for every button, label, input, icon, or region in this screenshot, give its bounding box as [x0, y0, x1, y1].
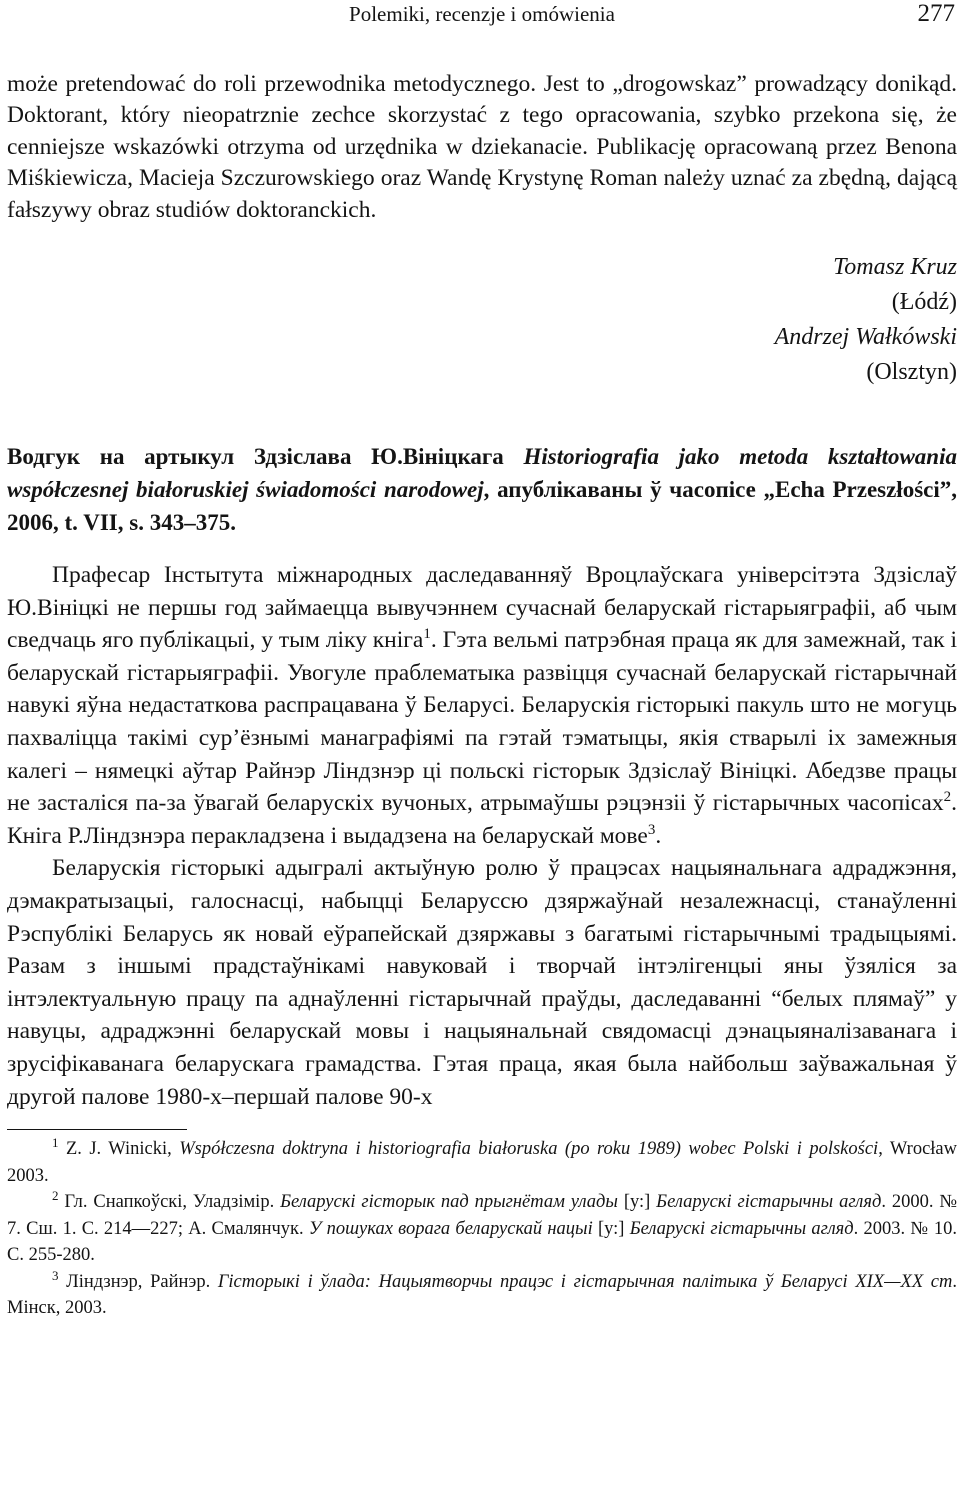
footnote-2-title-1: Беларускі гісторык пад прыгнётам улады: [280, 1192, 618, 1213]
author-city-1: (Łódź): [891, 289, 957, 316]
footnote-2-journal-2: Беларускі гістарычны агляд: [629, 1218, 854, 1239]
footnotes: [7, 1136, 957, 1322]
page-header: [7, 0, 957, 40]
running-title: Polemiki, recenzje i omówienia: [349, 2, 615, 26]
footnote-ref-1[interactable]: 1: [423, 626, 431, 643]
paragraph-1-text-a: Прафесар Інстытута міжнародных даследаванняў Вроцлаўскага універсітэта Здзіслаў Ю.Вініцкі не першы год займаецца вывучэннем сучаснай беларускай гістарыяграфіі, аб чым сведчаць яго публікацыі, у тым ліку кніга: [7, 562, 957, 654]
footnote-3-imprint: . Мінск, 2003.: [7, 1271, 957, 1319]
footnote-1-imprint: , Wrocław 2003.: [7, 1139, 957, 1186]
footnote-2-text-e: . 2003. № 10. С. 255-280.: [7, 1218, 957, 1266]
footnote-mark-1: 1: [52, 1134, 59, 1150]
paragraph-1-text-c: . Кніга Р.Ліндзнэра перакладзена і выдадзена на беларускай мове: [7, 790, 957, 849]
footnote-2-journal-1: Беларускі гістарычны агляд: [656, 1192, 882, 1213]
paragraph-2: Беларускія гісторыкі адыгралі актыўную ролю ў працэсах нацыянальнага адраджэння, дэмакратызацыі, галоснасці, набыцці Беларуссю дзяржаўнай незалежнасці, станаўленні Рэспублікі Беларусь як новай еўрапейскай дзяржавы з багатымі гістарычнымі традыцыямі. Разам з іншымі прадстаўнікамі навуковай і творчай інтэлігенцыі яны ўзяліся за інтэлектуальную працу па аднаўленні гістарычнай праўды, даследаванні “белых плямаў” у навуцы, адраджэнні беларускай мовы і нацыянальнай свядомасці дэнацыяналізаванага і зрусіфікаванага беларускага грамадства. Гэтая праца, якая была найбольш заўважальная ў другой палове 1980-х–першай палове 90-х: [7, 855, 957, 1110]
paragraph-1: [7, 559, 957, 852]
footnote-1-title: Współczesna doktryna i historiografia białoruska (po roku 1989) wobec Polski i polskości: [179, 1139, 879, 1160]
review-title-part1: Водгук на артыкул Здзіслава Ю.Вініцкага: [7, 444, 524, 470]
footnote-2-text-c: . 2000. № 7. Сш. 1. С. 214—227; А. Смалянчук.: [7, 1192, 957, 1239]
footnote-ref-2[interactable]: 2: [943, 789, 952, 806]
review-title-part2: , апублікаваны ў часопісе „Echa Przeszłości”, 2006, t. VII, s. 343–375.: [7, 477, 958, 536]
footnote-mark-3: 3: [52, 1267, 59, 1283]
review-title: [7, 440, 957, 539]
footnote-2-text-b: [у:]: [617, 1192, 657, 1213]
footnote-3: [7, 1269, 957, 1322]
footnote-mark-2: 2: [52, 1187, 59, 1203]
footnote-1: [7, 1136, 957, 1189]
footnote-2-title-2: У пошуках ворага беларускай нацыі: [308, 1218, 593, 1239]
footnote-2: [7, 1189, 957, 1269]
footnote-2-text-d: [у:]: [592, 1218, 630, 1239]
author-name-1: Tomasz Kruz: [833, 254, 957, 281]
footnote-divider: [7, 1129, 187, 1130]
footnote-ref-3[interactable]: 3: [647, 821, 656, 838]
review-title-italic: Historiografia jako metoda kształtowania współczesnej białoruskiej świadomości narodowej: [7, 444, 957, 503]
author-name-2: Andrzej Wałkówski: [774, 324, 957, 351]
author-city-2: (Olsztyn): [866, 359, 957, 386]
paragraph-1-text-b: . Гэта вельмі патрэбная праца як для замежнай, так і беларускай гістарыяграфіі. Увогуле праблематыка развіцця сучаснай беларускай гістарычнай навукі яўна недастаткова распрацавана ў Беларусі. Беларускія гісторыкі пакуль што не могуць пахваліцца такімі сур’ёзнымі манаграфіямі па гэтай тэматыцы, якія стварылі іх замежныя калегі – нямецкі аўтар Райнэр Ліндзнэр ці польскі гісторык Здзіслаў Вініцкі. Абедзве працы не засталіся па-за ўвагай беларускіх вучоных, атрымаўшы рэцэнзіі ў гістарычных часопісах: [7, 627, 958, 817]
document-page: [7, 0, 957, 1322]
footnote-3-title: Гісторыкі і ўлада: Нацыятворчы працэс і гістарычная палітыка ў Беларусі XIX—XX ст: [217, 1271, 953, 1292]
footnote-3-text: Ліндзнэр, Райнэр.: [58, 1271, 218, 1292]
polish-paragraph: może pretendować do roli przewodnika metodycznego. Jest to „drogowskaz” prowadzący donikąd. Doktorant, który nieopatrznie zechce skorzystać z tego opracowania, szybko przekona się, że cenniejsze wskazówki otrzyma od urzędnika w dziekanacie. Publikację opracowaną przez Benona Miśkiewicza, Macieja Szczurowskiego oraz Wandę Krystynę Roman należy uznać za zbędną, dającą fałszywy obraz studiów doktoranckich.: [7, 71, 957, 223]
page-number: 277: [917, 0, 955, 27]
signature-block: [7, 250, 957, 390]
footnote-1-text: Z. J. Winicki,: [58, 1139, 180, 1160]
footnote-2-text-a: Гл. Снапкоўскі, Уладзімір.: [58, 1192, 281, 1213]
paragraph-1-text-d: .: [655, 822, 662, 849]
